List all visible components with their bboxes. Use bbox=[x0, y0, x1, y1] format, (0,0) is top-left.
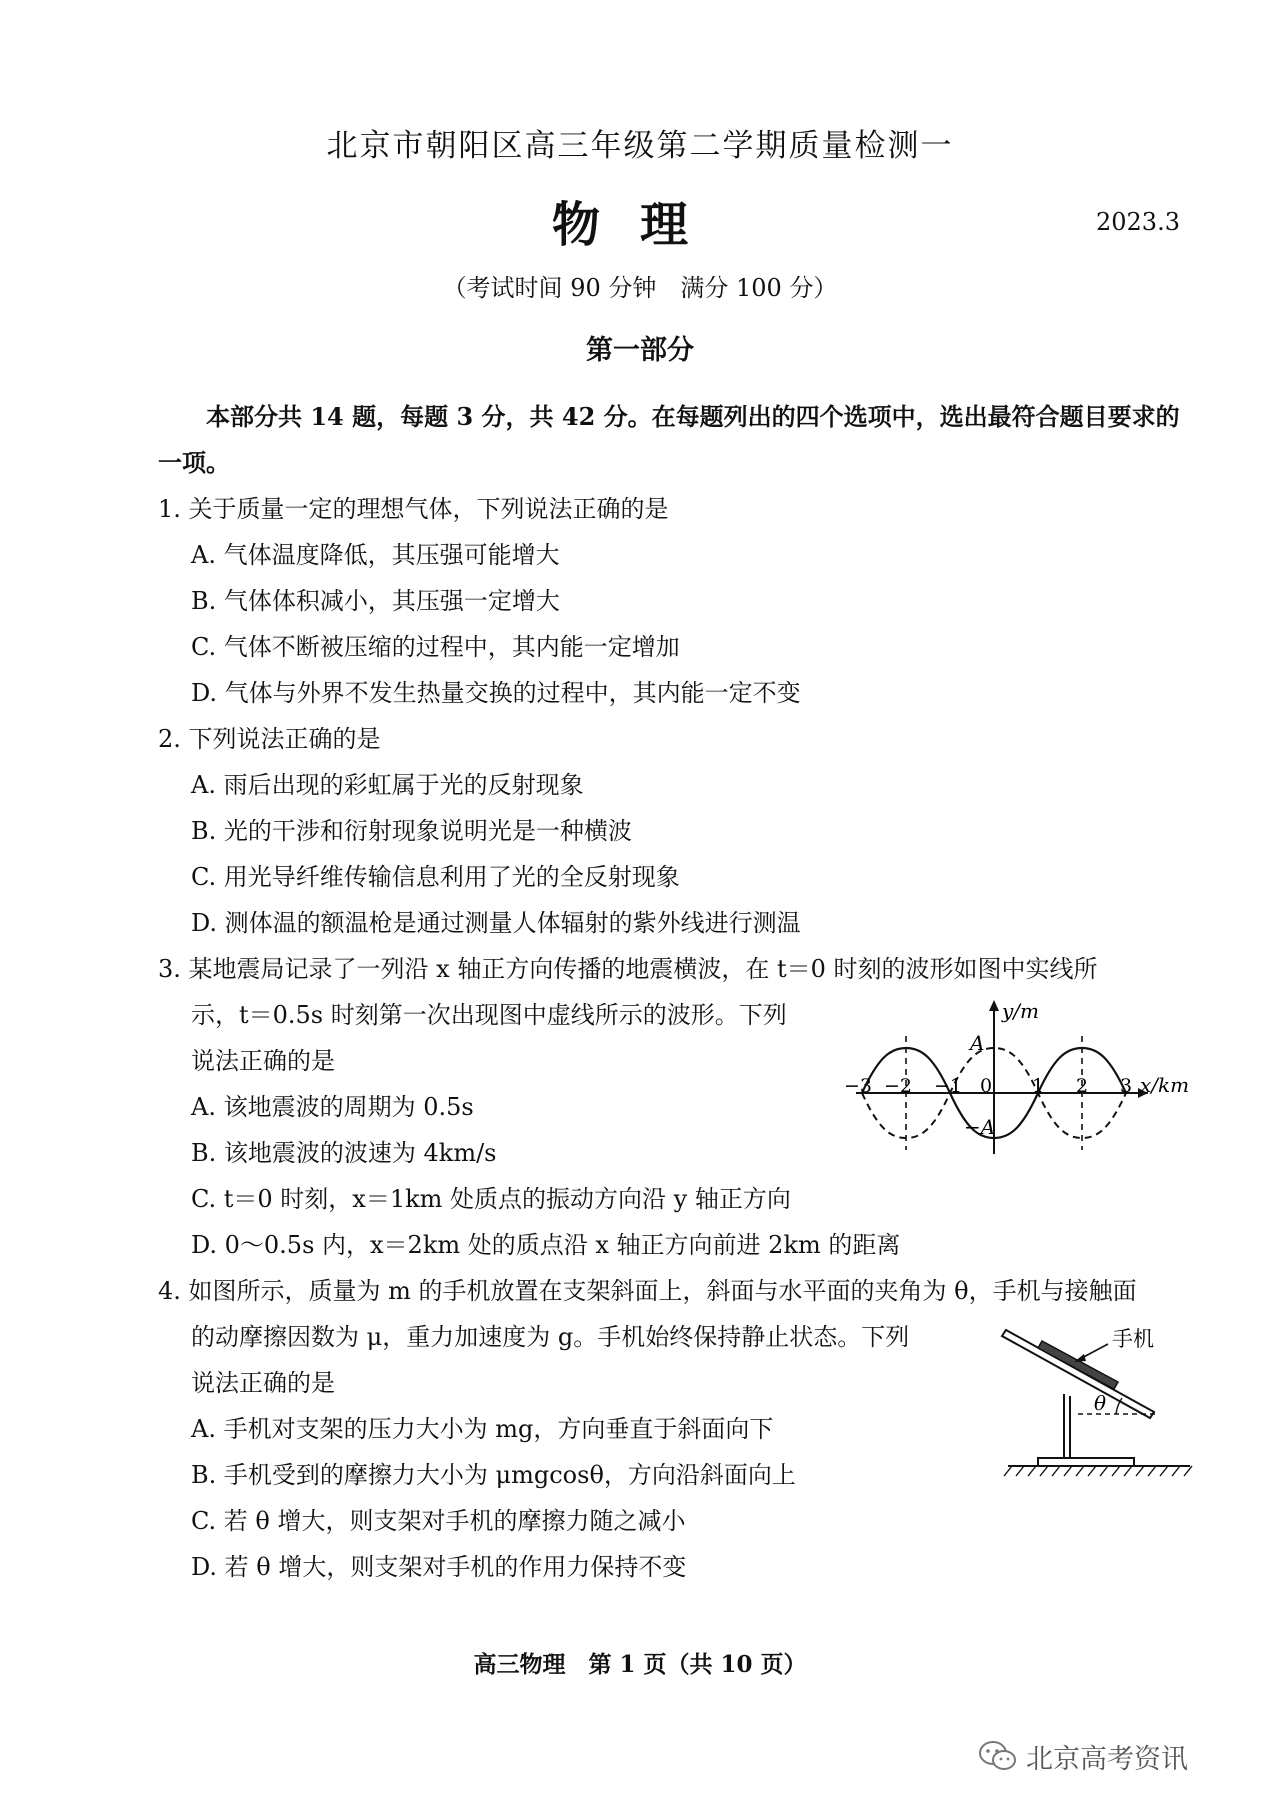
option-a: A. 雨后出现的彩虹属于光的反射现象 bbox=[191, 771, 584, 799]
phone-stand-diagram bbox=[998, 1316, 1198, 1488]
wechat-icon bbox=[978, 1739, 1018, 1773]
question-stem-line-2: 的动摩擦因数为 μ，重力加速度为 g。手机始终保持静止状态。下列 bbox=[191, 1323, 910, 1351]
question-stem-line-3: 说法正确的是 bbox=[191, 1369, 335, 1397]
question-stem-line-3: 说法正确的是 bbox=[191, 1047, 335, 1075]
option-a: A. 气体温度降低，其压强可能增大 bbox=[191, 541, 560, 569]
exam-date: 2023.3 bbox=[1096, 208, 1180, 236]
watermark-text: 北京高考资讯 bbox=[1026, 1743, 1188, 1775]
option-c: C. 气体不断被压缩的过程中，其内能一定增加 bbox=[191, 633, 680, 661]
page-footer: 高三物理 第 1 页（共 10 页） bbox=[473, 1651, 807, 1678]
tick-label-neg1: −1 bbox=[934, 1075, 963, 1097]
question-stem-line-1: 3. 某地震局记录了一列沿 x 轴正方向传播的地震横波，在 t＝0 时刻的波形如图中实线所 bbox=[158, 955, 1098, 983]
origin-label: 0 bbox=[980, 1075, 993, 1097]
option-c: C. 用光导纤维传输信息利用了光的全反射现象 bbox=[191, 863, 680, 891]
question-stem: 2. 下列说法正确的是 bbox=[158, 725, 381, 753]
exam-name: 北京市朝阳区高三年级第二学期质量检测一 bbox=[326, 128, 954, 164]
option-b: B. 气体体积减小，其压强一定增大 bbox=[191, 587, 560, 615]
tick-label-2: 2 bbox=[1076, 1075, 1089, 1097]
option-b: B. 该地震波的波速为 4km/s bbox=[191, 1139, 497, 1167]
tick-label-neg2: −2 bbox=[884, 1075, 913, 1097]
question-stem-line-1: 4. 如图所示，质量为 m 的手机放置在支架斜面上，斜面与水平面的夹角为 θ，手机与接触面 bbox=[158, 1277, 1137, 1305]
tick-label-neg3: −3 bbox=[844, 1075, 873, 1097]
section-title: 第一部分 bbox=[586, 335, 694, 366]
option-d: D. 气体与外界不发生热量交换的过程中，其内能一定不变 bbox=[191, 679, 801, 707]
watermark bbox=[978, 1734, 1188, 1778]
option-a: A. 该地震波的周期为 0.5s bbox=[191, 1093, 474, 1121]
option-d: D. 若 θ 增大，则支架对手机的作用力保持不变 bbox=[191, 1553, 687, 1581]
stand-base bbox=[1038, 1458, 1134, 1466]
amplitude-negative-label: −A bbox=[964, 1115, 996, 1139]
question-2 bbox=[158, 716, 801, 946]
y-axis-arrow-icon bbox=[989, 1000, 999, 1011]
tick-label-3: 3 bbox=[1120, 1075, 1133, 1097]
tick-label-1: 1 bbox=[1032, 1075, 1045, 1097]
option-a: A. 手机对支架的压力大小为 mg，方向垂直于斜面向下 bbox=[191, 1415, 774, 1443]
amplitude-positive-label: A bbox=[970, 1031, 985, 1055]
question-stem: 1. 关于质量一定的理想气体，下列说法正确的是 bbox=[158, 495, 669, 523]
y-axis-label: y/m bbox=[1002, 999, 1040, 1023]
ground-hatch bbox=[1004, 1466, 1192, 1476]
wave-diagram bbox=[838, 994, 1198, 1154]
angle-label: θ bbox=[1094, 1391, 1107, 1415]
phone-label: 手机 bbox=[1112, 1327, 1154, 1351]
question-1 bbox=[158, 486, 801, 716]
option-d: D. 0～0.5s 内，x＝2km 处的质点沿 x 轴正方向前进 2km 的距离 bbox=[191, 1231, 901, 1259]
exam-info: （考试时间 90 分钟 满分 100 分） bbox=[442, 274, 838, 302]
option-c: C. t＝0 时刻，x＝1km 处质点的振动方向沿 y 轴正方向 bbox=[191, 1185, 791, 1213]
question-stem-line-2: 示，t＝0.5s 时刻第一次出现图中虚线所示的波形。下列 bbox=[191, 1001, 787, 1029]
x-axis-label: x/km bbox=[1140, 1073, 1190, 1097]
option-b: B. 手机受到的摩擦力大小为 μmgcosθ，方向沿斜面向上 bbox=[191, 1461, 796, 1489]
question-4 bbox=[158, 1268, 1137, 1590]
option-b: B. 光的干涉和衍射现象说明光是一种横波 bbox=[191, 817, 632, 845]
option-d: D. 测体温的额温枪是通过测量人体辐射的紫外线进行测温 bbox=[191, 909, 801, 937]
section-intro: 本部分共 14 题，每题 3 分，共 42 分。在每题列出的四个选项中，选出最符合题目要求的一项。 bbox=[158, 402, 1180, 477]
option-c: C. 若 θ 增大，则支架对手机的摩擦力随之减小 bbox=[191, 1507, 686, 1535]
phone-pointer-arrow-icon bbox=[1074, 1354, 1086, 1362]
subject-title: 物理 bbox=[551, 197, 728, 253]
phone-body bbox=[1038, 1341, 1118, 1389]
